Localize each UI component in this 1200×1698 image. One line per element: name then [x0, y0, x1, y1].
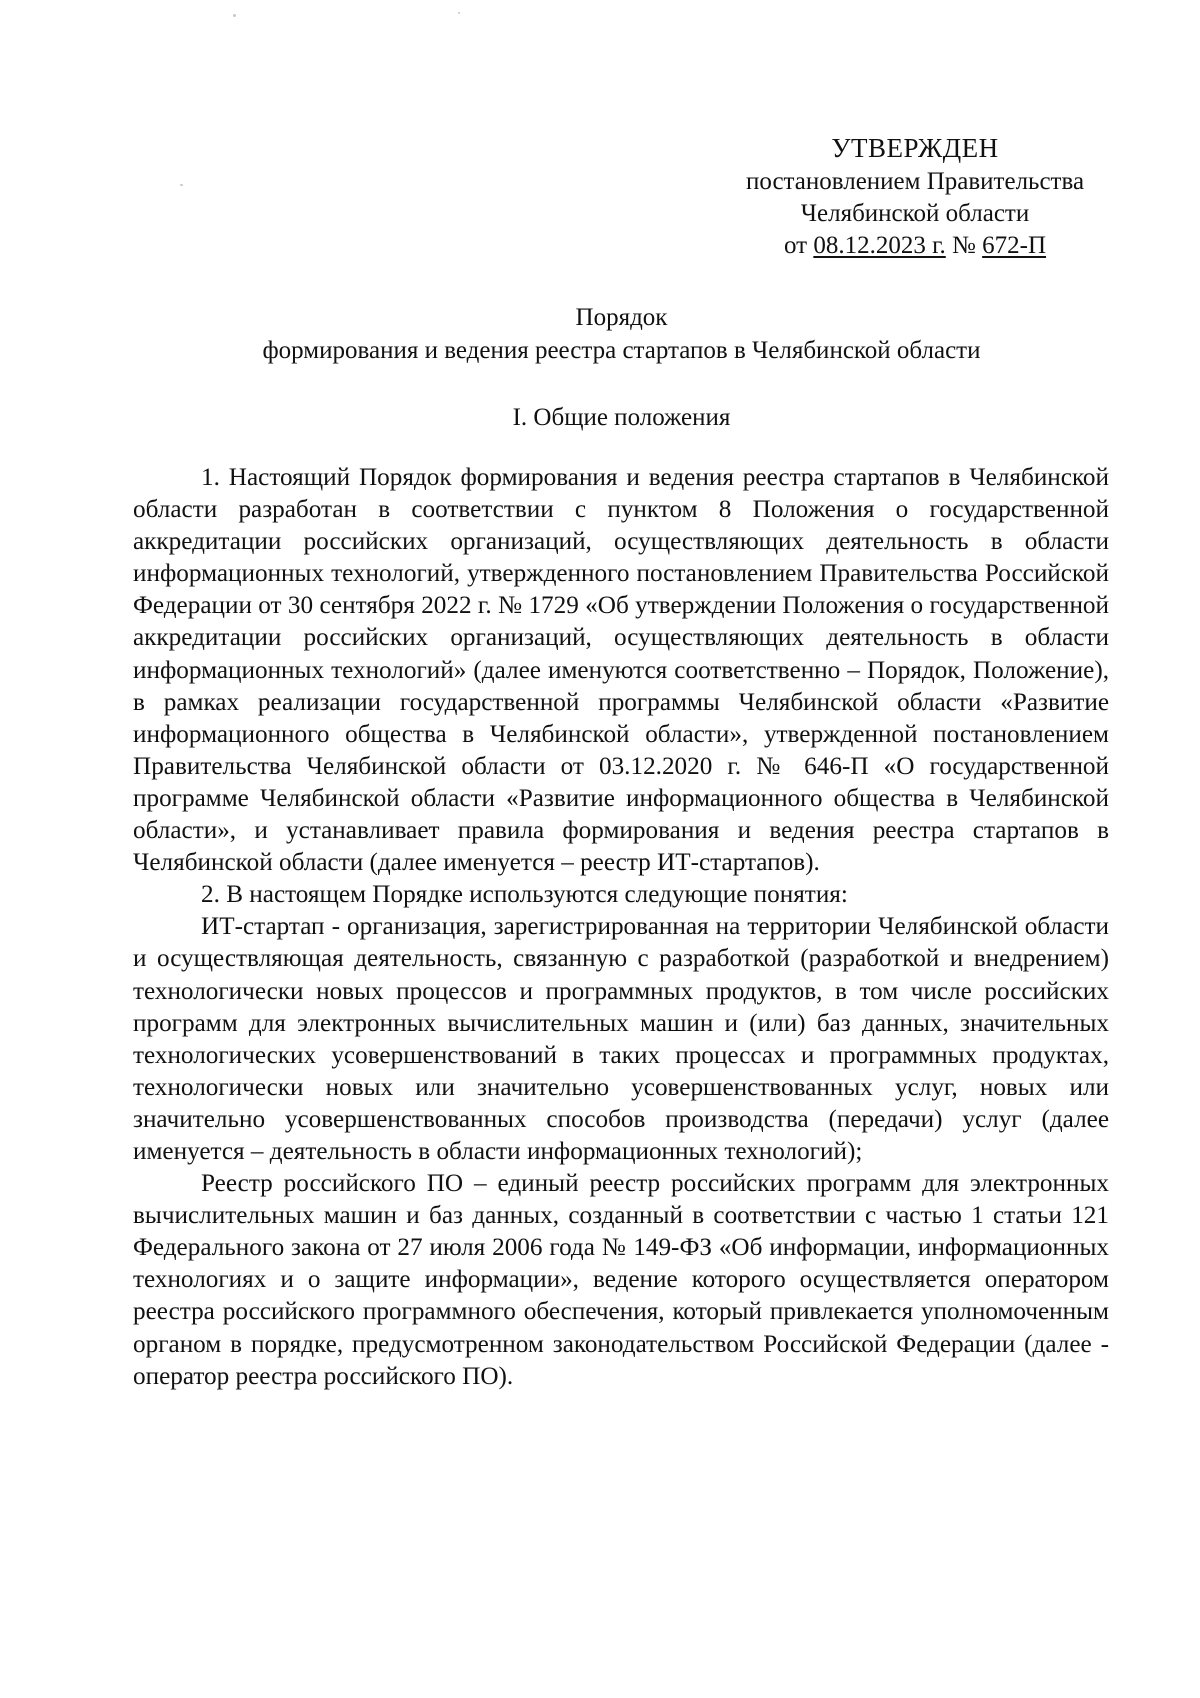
paragraph-definition-it-startup: ИТ-стартап - организация, зарегистрированная на территории Челябинской области и осуществляющая деятельность, связанную с разработкой (разработкой и внедрением) технологически новых процессов и программных продуктов, в том числе российских программ для электронных вычислительных машин и (или) баз данных, значительных технологических усовершенствований в таких процессах и программных продуктах, технологически новых или значительно усовершенствованных услуг, новых или значительно усовершенствованных способов производства (передачи) услуг (далее именуется – деятельность в области информационных технологий); — [133, 913, 1109, 1165]
approval-number-sign: № — [945, 232, 983, 259]
scan-speck — [180, 184, 183, 186]
paragraph-definition-software-registry: Реестр российского ПО – единый реестр российских программ для электронных вычислительных машин и баз данных, созданный в соответствии с частью 1 статьи 121 Федерального закона от 27 июля 2006 года № 149-ФЗ «Об информации, информационных технологиях и о защите информации», ведение которого осуществляется оператором реестра российского программного обеспечения, который привлекается уполномоченным органом в порядке, предусмотренном законодательством Российской Федерации (далее - оператор реестра российского ПО). — [133, 1170, 1109, 1390]
document-body — [133, 462, 1109, 1393]
document-title: Порядок — [575, 304, 668, 331]
paragraph-2: 2. В настоящем Порядке используются следующие понятия: — [201, 881, 848, 909]
approval-date-line — [700, 230, 1130, 262]
document-subtitle: формирования и ведения реестра стартапов в Челябинской области — [262, 337, 981, 364]
approval-title: УТВЕРЖДЕН — [831, 133, 999, 163]
approval-line-2: Челябинской области — [800, 200, 1030, 227]
section-heading: I. Общие положения — [512, 404, 731, 431]
scan-speck — [233, 14, 236, 17]
approval-line-1: постановлением Правительства — [745, 168, 1085, 195]
approval-date: 08.12.2023 г. — [813, 232, 946, 259]
paragraph-1: 1. Настоящий Порядок формирования и ведения реестра стартапов в Челябинской области разработан в соответствии с пунктом 8 Положения о государственной аккредитации российских организаций, осуществляющих деятельность в области информационных технологий, утвержденного постановлением Правительства Российской Федерации от 30 сентября 2022 г. № 1729 «Об утверждении Положения о государственной аккредитации российских организаций, осуществляющих деятельность в области информационных технологий» (далее именуются соответственно – Порядок, Положение), в рамках реализации государственной программы Челябинской области «Развитие информационного общества в Челябинской области», утвержденной постановлением Правительства Челябинской области от 03.12.2020 г. № 646-П «О государственной программе Челябинской области «Развитие информационного общества в Челябинской области», и устанавливает правила формирования и ведения реестра стартапов в Челябинской области (далее именуется – реестр ИТ-стартапов). — [133, 464, 1109, 877]
approval-number: 672-П — [982, 232, 1047, 259]
approval-stamp — [700, 132, 1130, 262]
approval-date-prefix: от — [783, 232, 814, 259]
scan-speck — [458, 12, 460, 14]
